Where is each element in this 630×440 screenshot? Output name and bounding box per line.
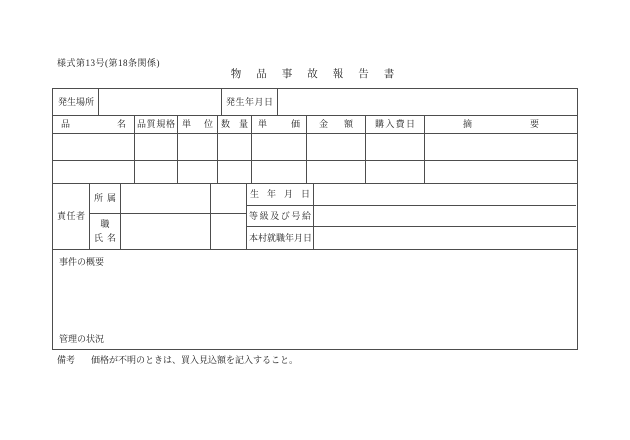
management-status-label: 管理の状況 [59, 334, 105, 344]
birth-date-label-cell [247, 184, 313, 206]
item-cell [178, 161, 218, 183]
remarks-label: 備考 [57, 355, 76, 365]
affiliation-label: 所属 [94, 193, 116, 204]
item-row [53, 134, 577, 161]
responsible-label: 責任者 [57, 211, 85, 222]
hire-date-label: 本村就職年月日 [249, 233, 313, 243]
responsible-label-cell [53, 184, 90, 249]
item-cell [252, 134, 307, 160]
item-cell [53, 161, 135, 183]
occurrence-date-value-cell [278, 89, 577, 115]
col-header-purchase-date: 購入費日 [366, 116, 425, 133]
col-header-unit: 単位 [178, 116, 218, 133]
item-cell [53, 134, 135, 160]
affiliation-value-cell [121, 184, 210, 214]
birth-date-label: 生年月日 [250, 189, 310, 200]
responsible-extra-cell [211, 184, 246, 214]
grade-label: 等級及び号給 [249, 210, 311, 221]
position-name-label-cell [90, 214, 120, 249]
col-header-item-name: 品名 [53, 116, 135, 133]
occurrence-place-value-cell [99, 89, 222, 115]
col-header-remarks: 摘要 [463, 119, 539, 130]
item-cell [252, 161, 307, 183]
report-table [52, 88, 578, 350]
item-cell [366, 134, 425, 160]
item-row [53, 161, 577, 184]
item-cell [425, 134, 577, 160]
form-number: 様式第13号(第18条関係) [57, 58, 160, 68]
item-cell [218, 134, 252, 160]
remarks-text: 価格が不明のときは、買入見込額を記入すること。 [91, 355, 299, 365]
occurrence-place-label: 発生場所 [58, 96, 95, 107]
grade-label-cell [247, 206, 313, 228]
incident-summary-label: 事件の概要 [59, 257, 105, 267]
position-label: 職 [100, 218, 110, 229]
remarks-note [57, 353, 298, 366]
responsible-extra-cell [211, 214, 246, 249]
occurrence-row [53, 89, 577, 116]
col-header-amount: 金額 [307, 116, 366, 133]
items-header-row [53, 116, 577, 134]
col-header-quality-spec: 品質規格 [135, 116, 178, 133]
col-header-unit-price: 単価 [252, 116, 307, 133]
name-label: 氏名 [94, 233, 116, 244]
birth-date-value-cell [314, 184, 576, 206]
item-cell [178, 134, 218, 160]
responsible-section [53, 184, 577, 250]
affiliation-label-cell [90, 184, 120, 214]
item-cell [366, 161, 425, 183]
hire-date-label-cell [247, 227, 313, 249]
occurrence-date-label: 発生年月日 [226, 96, 273, 107]
item-cell [135, 161, 178, 183]
item-cell [307, 161, 366, 183]
hire-date-value-cell [314, 227, 576, 249]
occurrence-place-label-cell [53, 89, 99, 115]
occurrence-date-label-cell [222, 89, 278, 115]
incident-cell [53, 250, 577, 349]
grade-value-cell [314, 206, 576, 228]
form-title: 物品事故報告書 [230, 69, 410, 80]
col-header-quantity: 数量 [218, 116, 252, 133]
incident-section [53, 250, 577, 349]
item-cell [218, 161, 252, 183]
item-cell [425, 161, 577, 183]
position-name-value-cell [121, 214, 210, 249]
item-cell [135, 134, 178, 160]
item-cell [307, 134, 366, 160]
